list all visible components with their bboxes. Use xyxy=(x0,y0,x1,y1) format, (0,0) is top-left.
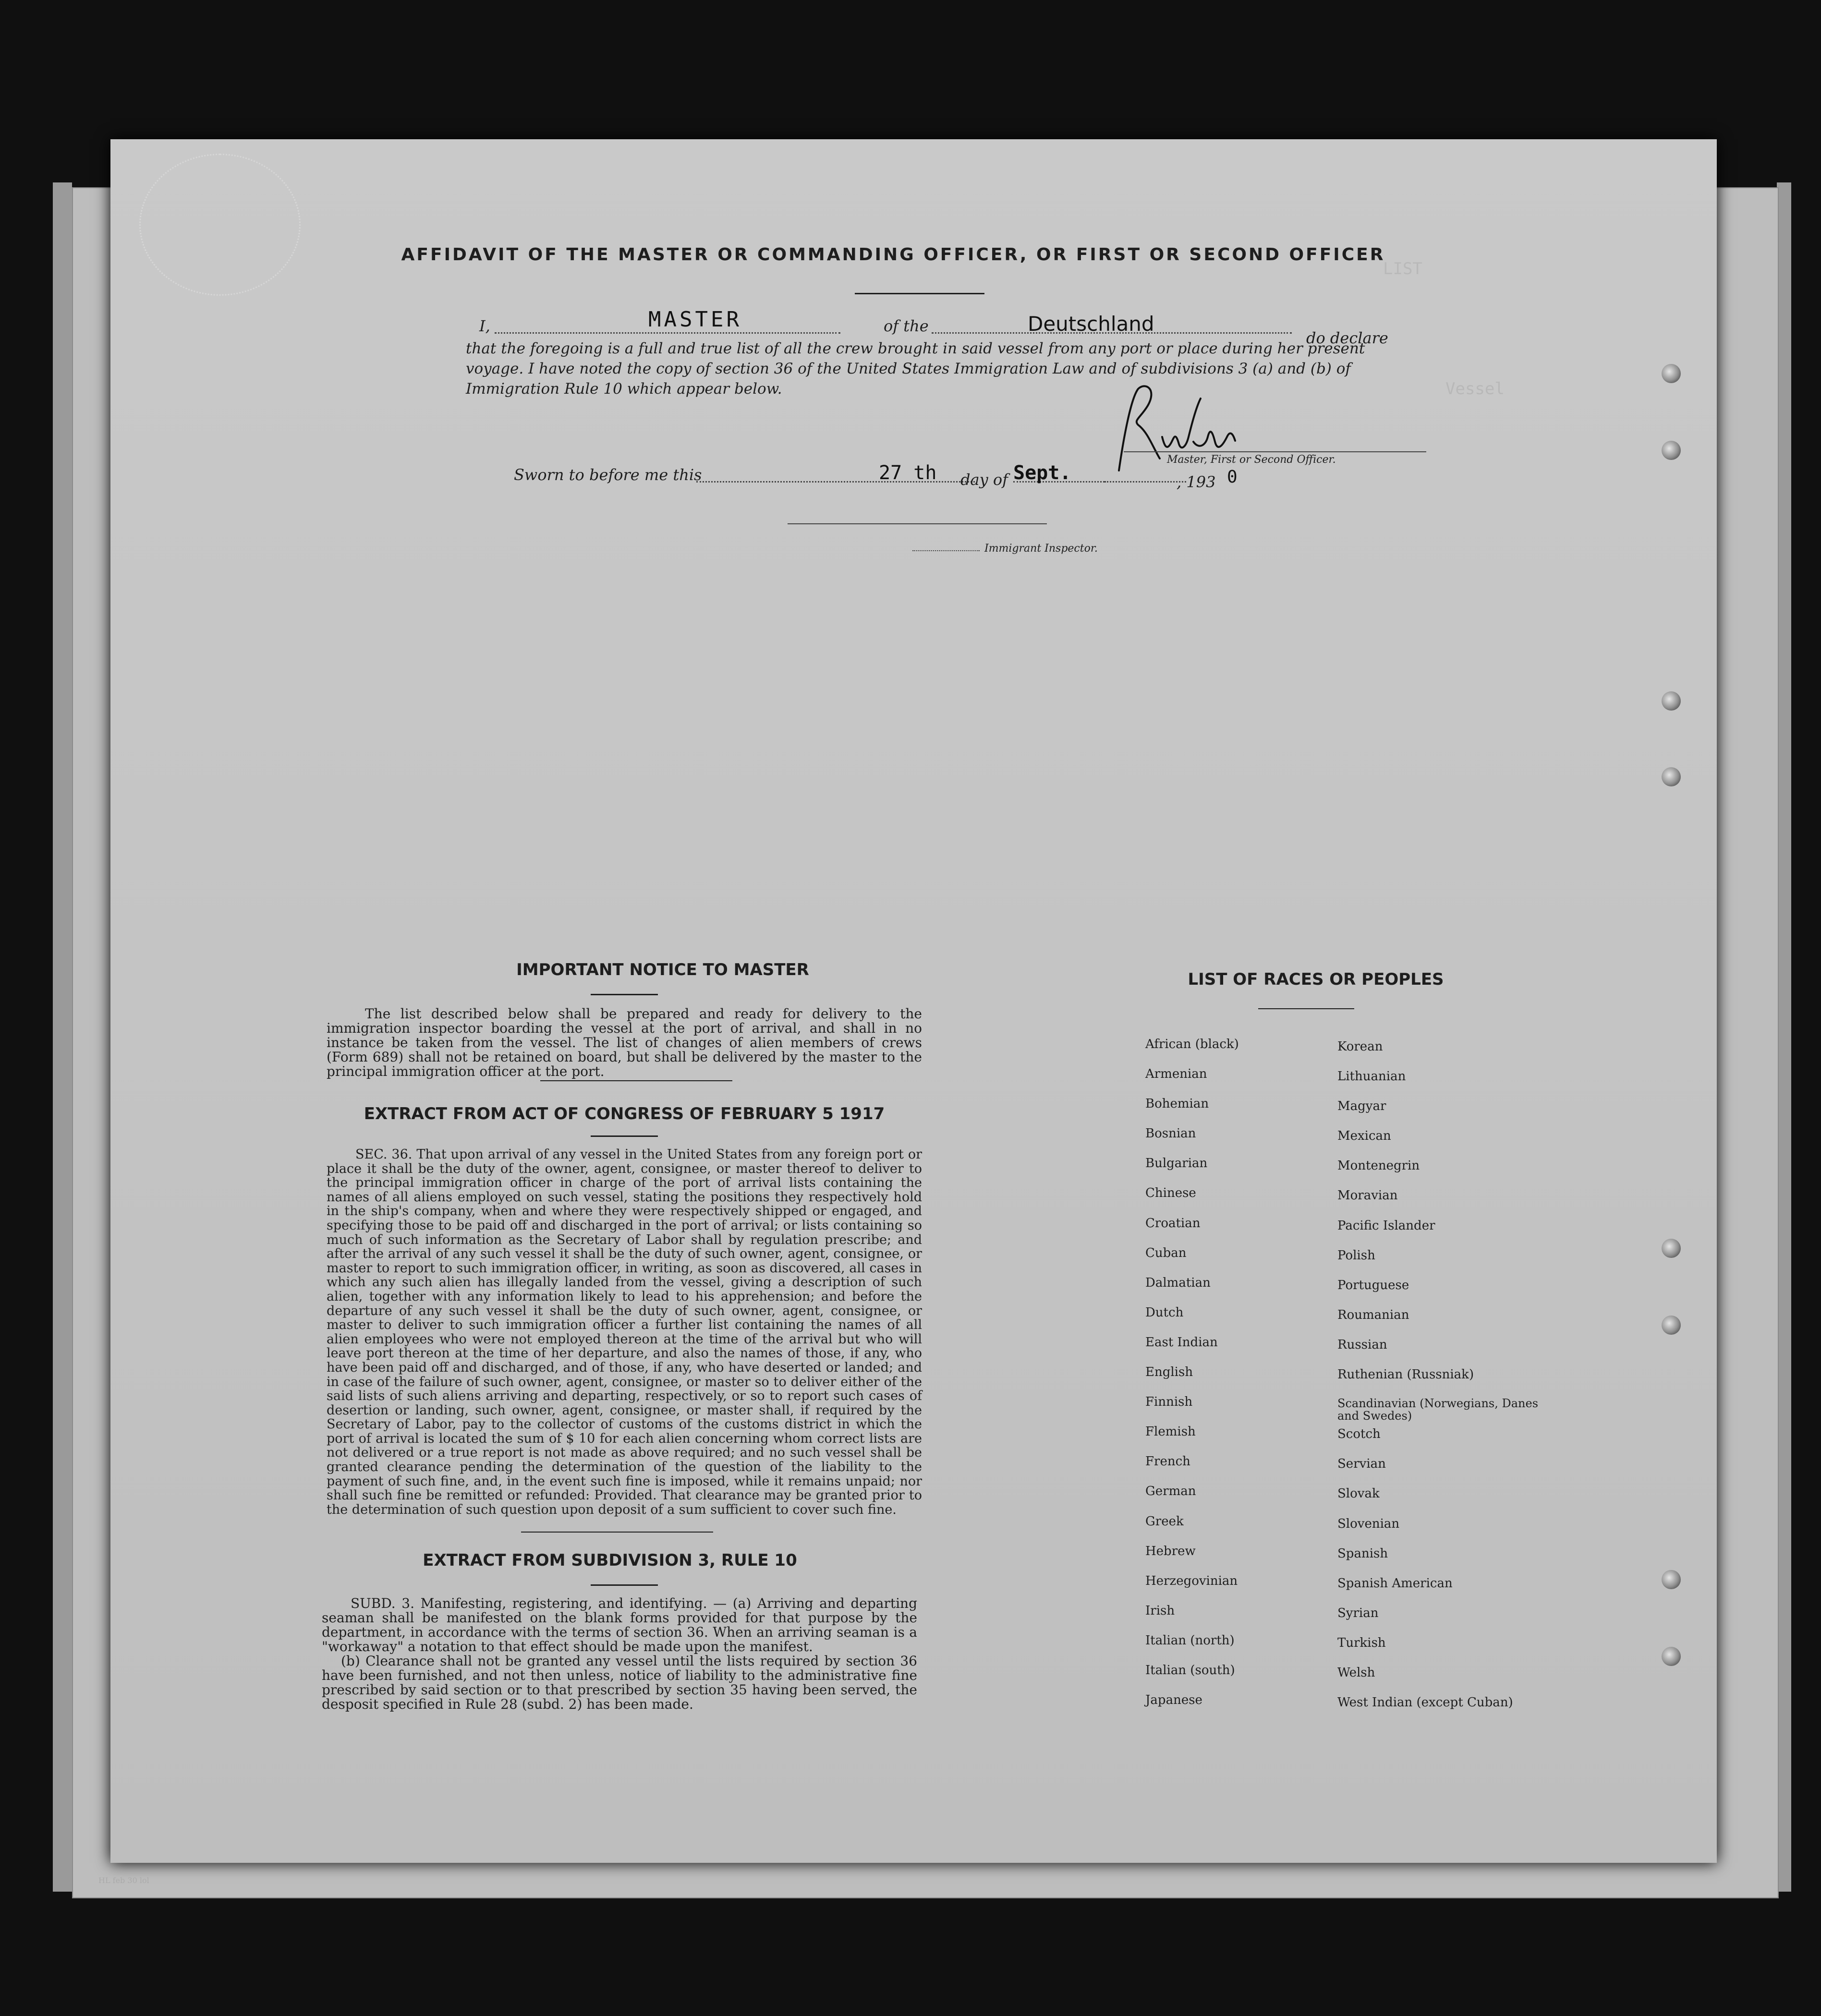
sworn-month: Sept. xyxy=(1013,462,1071,484)
notice-title: IMPORTANT NOTICE TO MASTER xyxy=(516,960,809,979)
race-item: African (black) xyxy=(1145,1037,1239,1051)
notice-divider xyxy=(540,1080,732,1081)
race-item: Cuban xyxy=(1145,1245,1187,1260)
race-item: Irish xyxy=(1145,1603,1175,1618)
race-item: Scandinavian (Norwegians, Danes and Swedes) xyxy=(1337,1397,1539,1423)
act-divider xyxy=(521,1532,713,1533)
race-item: Slovenian xyxy=(1337,1516,1400,1531)
race-item: Flemish xyxy=(1145,1424,1196,1439)
affidavit-line-3: Immigration Rule 10 which appear below. xyxy=(466,380,782,398)
punch-hole xyxy=(1662,1647,1681,1666)
rule10-para-b: (b) Clearance shall not be granted any vessel until the lists required by section 36 have been furnished, and not then unless, notice of liability to the administrative fine prescribed by said section or to that prescribed by section 35 having been served, the desposit specified in Rule 28 (subd. 2) has been made. xyxy=(322,1653,917,1712)
race-item: Portuguese xyxy=(1337,1278,1409,1292)
punch-hole xyxy=(1662,1239,1681,1258)
binder-edge-left xyxy=(53,182,72,1892)
race-item: Pacific Islander xyxy=(1337,1218,1435,1233)
affidavit-line-1: that the foregoing is a full and true list of all the crew brought in said vessel from any port or place during her present xyxy=(466,340,1365,357)
race-item: Dalmatian xyxy=(1145,1275,1211,1290)
race-item: French xyxy=(1145,1454,1190,1469)
race-item: Moravian xyxy=(1337,1188,1398,1203)
punch-hole xyxy=(1662,1316,1681,1335)
punch-hole xyxy=(1662,364,1681,383)
race-item: Mexican xyxy=(1337,1129,1391,1144)
sworn-text: Sworn to before me this xyxy=(514,466,702,484)
embossed-seal xyxy=(139,154,301,296)
race-item: Montenegrin xyxy=(1337,1159,1420,1173)
punch-hole xyxy=(1662,441,1681,460)
race-item: Bulgarian xyxy=(1145,1156,1208,1171)
races-left-column xyxy=(1145,1037,1328,1723)
race-item: Bosnian xyxy=(1145,1126,1196,1141)
day-of-label: day of xyxy=(960,471,1008,489)
race-item: Lithuanian xyxy=(1337,1069,1406,1084)
inspector-line xyxy=(788,523,1047,524)
race-item: Turkish xyxy=(1337,1635,1386,1650)
race-item: Servian xyxy=(1337,1457,1386,1472)
race-item: West Indian (except Cuban) xyxy=(1337,1695,1513,1710)
race-item: Greek xyxy=(1145,1514,1184,1529)
punch-hole xyxy=(1662,1570,1681,1589)
race-item: Finnish xyxy=(1145,1395,1193,1410)
race-item: Hebrew xyxy=(1145,1544,1196,1558)
sworn-day: 27 th xyxy=(879,462,937,484)
binder-edge-right xyxy=(1777,182,1791,1892)
bleed-through-text: Vessel xyxy=(1445,379,1505,398)
race-item: Magyar xyxy=(1337,1099,1386,1114)
race-item: East Indian xyxy=(1145,1335,1218,1350)
race-item: Dutch xyxy=(1145,1305,1184,1320)
races-right-column xyxy=(1337,1039,1539,1725)
act-title: EXTRACT FROM ACT OF CONGRESS OF FEBRUARY 5 1917 xyxy=(364,1104,885,1123)
do-declare-label: do declare xyxy=(1306,329,1388,347)
inspector-label: Immigrant Inspector. xyxy=(984,543,1098,555)
notice-title-underline xyxy=(591,994,658,995)
race-item: Armenian xyxy=(1145,1067,1207,1082)
race-item: Slovak xyxy=(1337,1486,1380,1501)
officer-title: MASTER xyxy=(648,307,742,332)
notice-text: The list described below shall be prepared and ready for delivery to the immigration inspector boarding the vessel at the port of arrival, and shall in no instance be taken from the vessel. The list of changes of alien members of crews (Form 689) shall not be retained on board, but shall be delivered by the master to the principal immigration officer at the port. xyxy=(327,1006,922,1079)
of-the-label: of the xyxy=(884,317,929,335)
race-item: Bohemian xyxy=(1145,1097,1209,1111)
affidavit-title: AFFIDAVIT OF THE MASTER OR COMMANDING OFFICER, OR FIRST OR SECOND OFFICER xyxy=(401,245,1385,265)
name-dotted-line xyxy=(495,332,840,334)
act-title-underline xyxy=(591,1135,658,1137)
race-item: Roumanian xyxy=(1337,1307,1409,1322)
race-item: Korean xyxy=(1337,1039,1383,1054)
race-item: Herzegovinian xyxy=(1145,1573,1238,1588)
race-item: Russian xyxy=(1337,1337,1387,1352)
affidavit-line-2: voyage. I have noted the copy of section 36 of the United States Immigration Law and of subdivisions 3 (a) and (b) of xyxy=(466,360,1351,377)
bleed-through-text: LIST xyxy=(1383,259,1422,278)
races-title: LIST OF RACES OR PEOPLES xyxy=(1188,970,1444,989)
rule10-title: EXTRACT FROM SUBDIVISION 3, RULE 10 xyxy=(423,1551,797,1570)
race-item: Italian (south) xyxy=(1145,1663,1235,1678)
race-item: Spanish American xyxy=(1337,1576,1453,1591)
race-item: Scotch xyxy=(1337,1427,1381,1442)
document-page xyxy=(110,139,1717,1863)
race-item: Ruthenian (Russniak) xyxy=(1337,1367,1474,1382)
race-item: Syrian xyxy=(1337,1606,1379,1620)
signer-label: Master, First or Second Officer. xyxy=(1167,454,1336,466)
rule10-title-underline xyxy=(591,1584,658,1586)
race-item: Spanish xyxy=(1337,1546,1388,1561)
year-prefix: , 193 xyxy=(1177,473,1216,491)
race-item: English xyxy=(1145,1365,1193,1380)
punch-hole xyxy=(1662,767,1681,786)
race-item: Welsh xyxy=(1337,1665,1375,1680)
vessel-name: Deutschland xyxy=(1028,312,1154,336)
race-item: Italian (north) xyxy=(1145,1633,1235,1648)
rule10-para-a: SUBD. 3. Manifesting, registering, and identifying. — (a) Arriving and departing seaman shall be manifested on the blank forms provided for that purpose by the department, in accordance with the terms of section 36. When an arriving seaman is a "workaway" a notation to that effect should be made upon the manifest. xyxy=(322,1595,917,1654)
race-item: Japanese xyxy=(1145,1693,1202,1708)
title-underline xyxy=(855,293,984,294)
year-suffix: 0 xyxy=(1227,467,1238,487)
race-item: Polish xyxy=(1337,1248,1375,1263)
form-code: HL feb 30 lol xyxy=(98,1876,149,1885)
race-item: Chinese xyxy=(1145,1186,1196,1201)
punch-hole xyxy=(1662,691,1681,711)
pre-name: I, xyxy=(479,317,490,335)
month-ext-dotted-line xyxy=(1105,481,1186,483)
race-item: Croatian xyxy=(1145,1216,1201,1231)
race-item: German xyxy=(1145,1484,1196,1499)
act-text: SEC. 36. That upon arrival of any vessel in the United States from any foreign port or place it shall be the duty of the owner, agent, consignee, or master thereof to deliver to the principal immigration officer in charge of the port of arrival lists containing the names of all aliens employed on such vessel, stating the positions they respectively hold in the ship's company, when and where they were respectively shipped or engaged, and specifying those to be paid off and discharged in the port of arrival; or lists containing so much of such information as the Secretary of Labor shall by regulation prescribe; and after the arrival of any such vessel it shall be the duty of such owner, agent, consignee, or master to report to such immigration officer, in writing, as soon as discovered, all cases in which any such alien has illegally landed from the vessel, giving a description of such alien, together with any information likely to lead to his apprehension; and before the departure of any such vessel it shall be the duty of such owner, agent, consignee, or master to deliver to such immigration officer a further list containing the names of all alien employees who were not employed thereon at the time of the arrival but who will leave port thereon at the time of her departure, and also the names of those, if any, who have been paid off and discharged, and of those, if any, who have deserted or landed; and in case of the failure of such owner, agent, consignee, or master so to deliver either of the said lists of such aliens arriving and departing, respectively, or so to report such cases of desertion or landing, such owner, agent, consignee, or master shall, if required by the Secretary of Labor, pay to the collector of customs of the customs district in which the port of arrival is located the sum of $ 10 for each alien concerning whom correct lists are not delivered or a true report is not made as above required; and no such vessel shall be granted clearance pending the determination of the question of the liability to the payment of such fine, and, in the event such fine is imposed, while it remains unpaid; nor shall such fine be remitted or refunded: Provided. That clearance may be granted prior to the determination of such question upon deposit of a sum sufficient to cover such fine. xyxy=(327,1147,922,1517)
signature-line xyxy=(1124,451,1426,452)
races-title-underline xyxy=(1258,1008,1354,1009)
inspector-dotted-line xyxy=(912,550,980,551)
